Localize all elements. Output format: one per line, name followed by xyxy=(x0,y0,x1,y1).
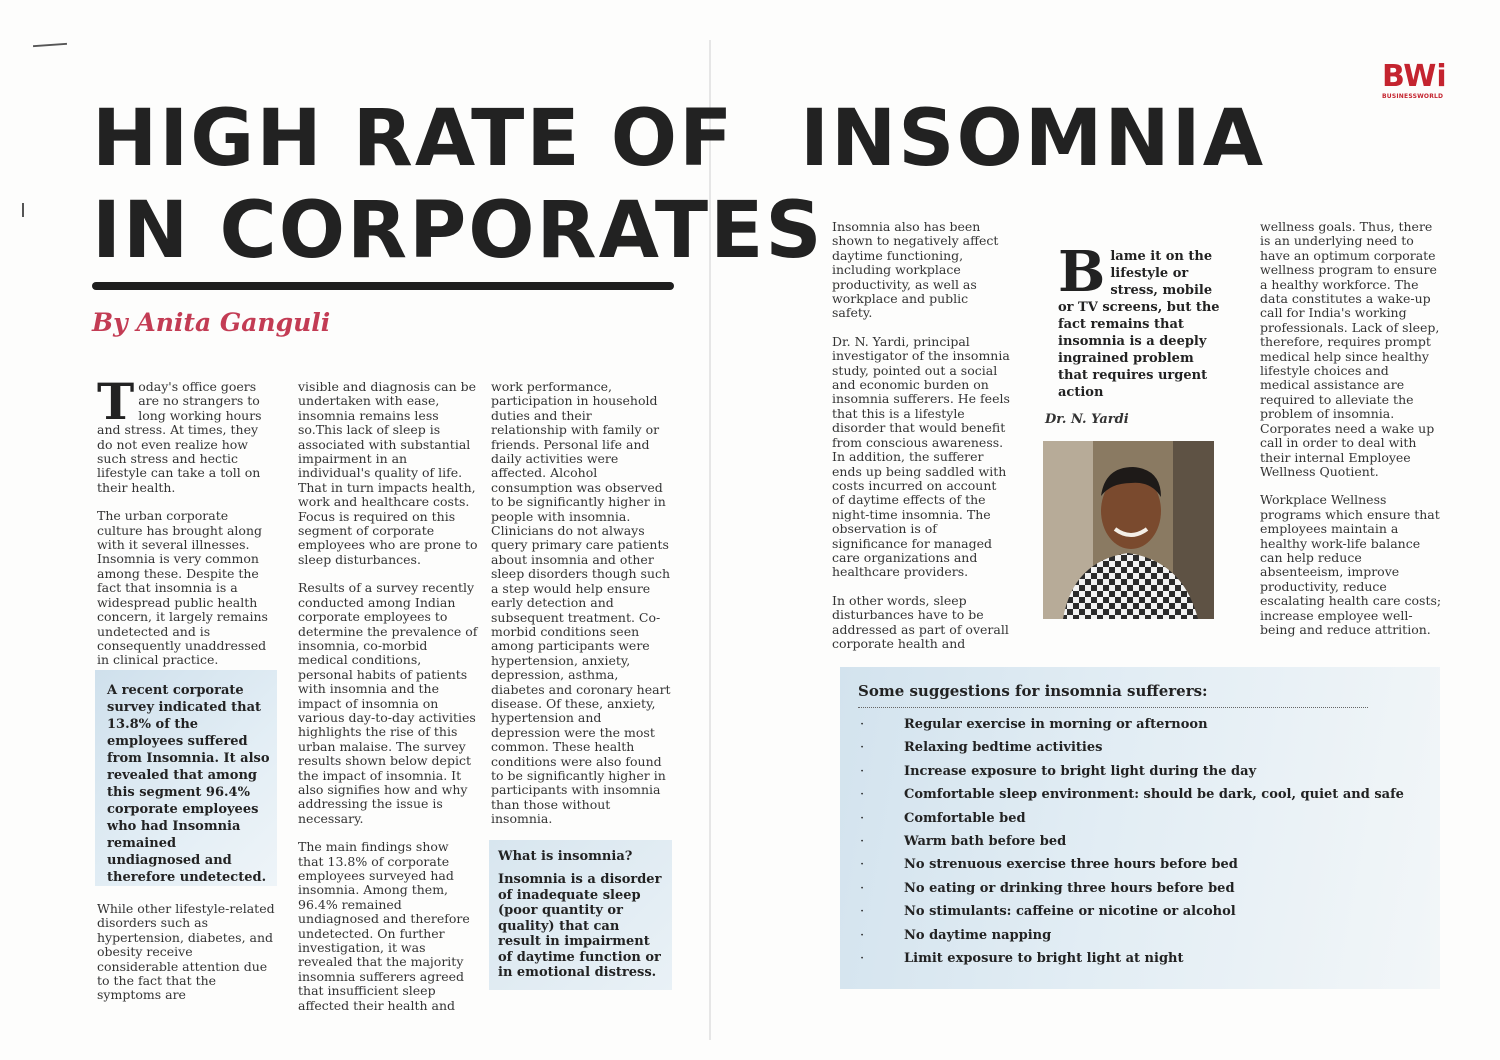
list-item: · No eating or drinking three hours before bed xyxy=(860,880,1235,896)
bullet: · xyxy=(860,740,865,756)
highlight-quote xyxy=(1058,239,1228,401)
article-paragraph: Insomnia also has been shown to negatively affect daytime functioning, including workplace productivity, as well as workplace and public safety. xyxy=(832,219,999,321)
article-paragraph: The main findings show that 13.8% of corporate employees surveyed had insomnia. Among them, 96.4% remained undiagnosed and therefore undetected. On further investigation, it was revealed that the majority insomnia sufferers agreed that insufficient sleep affected their health and xyxy=(298,839,470,1013)
article-column-1-continued xyxy=(97,902,277,1017)
headline-line-1: HIGH RATE OF xyxy=(92,94,735,184)
list-item: · Increase exposure to bright light during the day xyxy=(860,763,1257,779)
photo-caption: Dr. N. Yardi xyxy=(1045,412,1129,427)
pull-quote: A recent corporate survey indicated that 13.8% of the employees suffered from Insomnia. It also revealed that among this segment 96.4% corporate employees who had Insomnia remained undiagnosed and therefore undetected. xyxy=(107,683,270,885)
article-paragraph: While other lifestyle-related disorders such as hypertension, diabetes, and obesity receive considerable attention due to the fact that the symptoms are xyxy=(97,901,275,1003)
article-paragraph: wellness goals. Thus, there is an underlying need to have an optimum corporate wellness program to ensure a healthy workforce. The data constitutes a wake-up call for India's working professionals. Lack of sleep, therefore, requires prompt medical help since healthy lifestyle choices and medical assistance are required to alleviate the problem of insomnia. xyxy=(1260,219,1440,422)
scan-mark xyxy=(33,43,67,47)
article-paragraph: Workplace Wellness programs which ensure that employees maintain a healthy work-life balance can help reduce absenteeism, improve productivity, reduce escalating health care costs; increase employee well-being and reduce attrition. xyxy=(1260,492,1442,637)
quote-text: lame it on the lifestyle or stress, mobile or TV screens, but the fact remains that insomnia is a deeply ingrained problem that requires urgent action xyxy=(1058,249,1220,400)
article-column-1 xyxy=(97,372,277,682)
list-item: · Limit exposure to bright light at night xyxy=(860,950,1184,966)
article-paragraph: Results of a survey recently conducted among Indian corporate employees to determine the prevalence of insomnia, co-morbid medical conditions, personal habits of patients with insomnia and the impact of insomnia on various day-to-day activities highlights the rise of this urban malaise. The survey results shown below depict the impact of insomnia. It also signifies how and why addressing the issue is necessary. xyxy=(298,580,478,826)
bullet: · xyxy=(860,763,865,779)
quote-drop-cap: B xyxy=(1058,239,1106,305)
list-item: · No stimulants: caffeine or nicotine or alcohol xyxy=(860,904,1236,920)
article-paragraph: work performance, participation in household duties and their relationship with family or friends. Personal life and daily activities were affected. Alcohol consumption was observed to be significantly higher in people with insomnia. xyxy=(491,379,666,524)
article-paragraph: Today's office goers are no strangers to long working hours and stress. At times, they do not even realize how such stress and hectic lifestyle can take a toll on their health. xyxy=(97,372,262,495)
list-item: · Regular exercise in morning or afternoon xyxy=(860,717,1208,732)
headline-rule xyxy=(92,282,674,290)
what-is-insomnia-text: Insomnia is a disorder of inadequate sleep (poor quantity or quality) that can result in impairment of daytime function or in emotional distress. xyxy=(498,872,662,980)
bullet: · xyxy=(860,904,865,920)
bullet: · xyxy=(860,880,865,896)
logo-sub: BUSINESSWORLD xyxy=(1382,93,1444,100)
suggestions-divider xyxy=(858,707,1368,708)
list-item: · Comfortable sleep environment: should be dark, cool, quiet and safe xyxy=(860,787,1404,803)
bwi-logo xyxy=(1382,59,1447,100)
bullet: · xyxy=(860,810,865,826)
headline-line-2: IN CORPORATES xyxy=(92,186,824,276)
logo-mark: BWi xyxy=(1382,59,1447,94)
article-paragraph: In other words, sleep disturbances have to be addressed as part of overall corporate health and xyxy=(832,592,1009,651)
article-paragraph: visible and diagnosis can be undertaken with ease, insomnia remains less so.This lack of sleep is associated with substantial impairment in an individual's quality of life. That in turn impacts health, work and healthcare costs. Focus is required on this segment of corporate employees who are prone to sleep disturbances. xyxy=(298,379,478,567)
bullet: · xyxy=(860,833,865,849)
article-column-3 xyxy=(491,380,671,841)
bullet: · xyxy=(860,857,865,873)
bullet: · xyxy=(860,927,865,943)
article-paragraph: Clinicians do not always query primary care patients about insomnia and other sleep disorders though such a step would help ensure early detection and subsequent treatment. Co-morbid conditions seen among participants were hypertension, anxiety, depression, asthma, diabetes and coronary heart disease. Of these, anxiety, hypertension and depression were the most common. These health conditions were also found to be significantly higher in participants with insomnia than those without insomnia. xyxy=(491,523,671,827)
list-item: · Comfortable bed xyxy=(860,810,1026,826)
article-paragraph: The urban corporate culture has brought along with it several illnesses. Insomnia is very common among these. Despite the fact that insomnia is a widespread public health concern, it largely remains undetected and is consequently unaddressed in clinical practice. xyxy=(97,508,268,668)
list-item: · No strenuous exercise three hours before bed xyxy=(860,857,1238,873)
list-item: · No daytime napping xyxy=(860,927,1052,943)
suggestions-title: Some suggestions for insomnia sufferers: xyxy=(858,682,1208,700)
article-column-4 xyxy=(832,220,1012,665)
byline: By Anita Ganguli xyxy=(92,308,331,337)
bullet: · xyxy=(860,717,865,732)
what-is-insomnia-title: What is insomnia? xyxy=(498,849,633,864)
list-item: · Warm bath before bed xyxy=(860,833,1067,849)
article-paragraph: Dr. N. Yardi, principal investigator of the insomnia study, pointed out a social and economic burden on insomnia sufferers. He feels that this is a lifestyle disorder that would benefit from conscious awareness. In addition, the sufferer ends up being saddled with costs incurred on account of daytime effects of the night-time insomnia. The observation is of significance for managed care organizations and healthcare providers. xyxy=(832,333,1010,580)
article-paragraph: Corporates need a wake up call in order to deal with their internal Employee Wellness Quotient. xyxy=(1260,420,1435,479)
article-column-2 xyxy=(298,380,478,1027)
drop-cap: T xyxy=(97,372,135,431)
headline-line-3: INSOMNIA xyxy=(800,94,1266,184)
article-column-5 xyxy=(1260,220,1442,651)
bullet: · xyxy=(860,787,865,803)
portrait-photo xyxy=(1043,441,1214,619)
suggestions-list xyxy=(858,716,1404,973)
list-item: · Relaxing bedtime activities xyxy=(860,740,1103,756)
bullet: · xyxy=(860,950,865,966)
scan-mark xyxy=(22,203,24,217)
